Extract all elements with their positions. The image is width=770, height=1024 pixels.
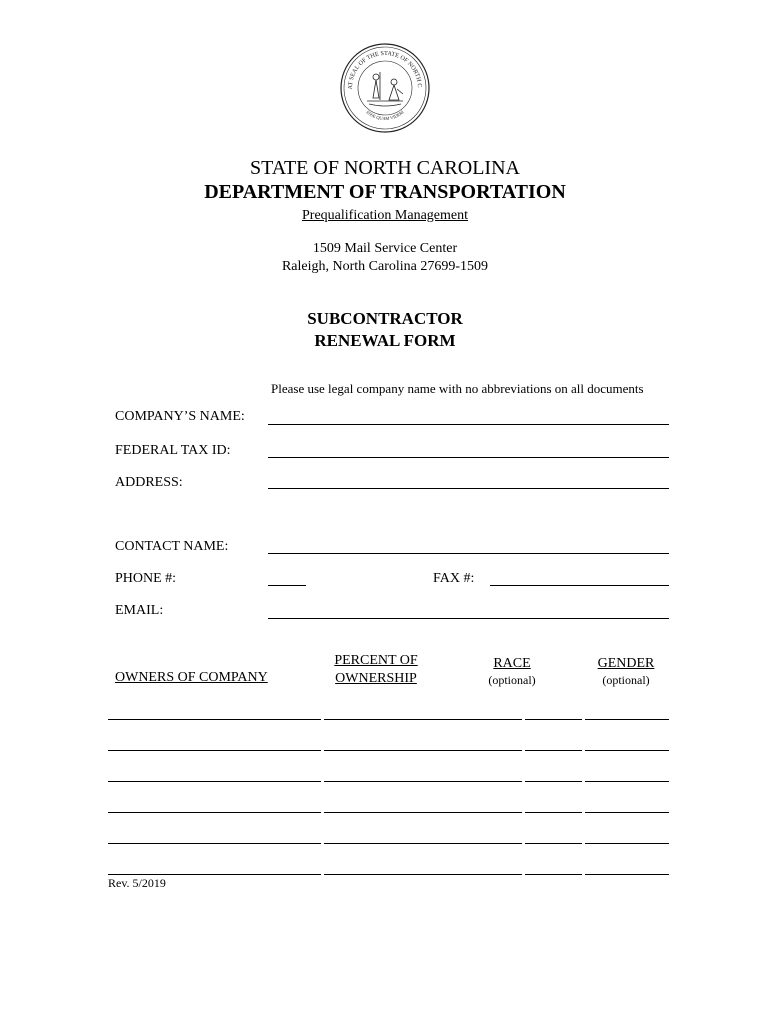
federal-tax-id-field[interactable] <box>268 457 669 458</box>
contact-name-label: CONTACT NAME: <box>115 539 229 554</box>
race-cell[interactable] <box>525 843 582 844</box>
seal-graphic <box>339 42 431 134</box>
email-label: EMAIL: <box>115 603 164 618</box>
company-name-field[interactable] <box>268 424 669 425</box>
gender-cell[interactable] <box>585 843 669 844</box>
svg-text:THE GREAT SEAL OF THE STATE OF <box>339 42 423 89</box>
address-line-1: 1509 Mail Service Center <box>312 241 458 256</box>
federal-tax-id-label: FEDERAL TAX ID: <box>115 443 231 458</box>
owner-name-cell[interactable] <box>108 874 321 875</box>
percent-cell[interactable] <box>324 781 522 782</box>
owner-name-cell[interactable] <box>108 812 321 813</box>
fax-field[interactable] <box>490 585 669 586</box>
form-title-line-1: SUBCONTRACTOR <box>307 309 463 328</box>
gender-optional-note: (optional) <box>602 673 650 687</box>
owner-name-cell[interactable] <box>108 843 321 844</box>
state-title: STATE OF NORTH CAROLINA <box>250 157 520 179</box>
gender-cell[interactable] <box>585 750 669 751</box>
contact-name-field[interactable] <box>268 553 669 554</box>
seal-top-text: AT SEAL OF THE STATE OF NORTH C <box>346 49 424 90</box>
race-cell[interactable] <box>525 750 582 751</box>
gender-cell[interactable] <box>585 812 669 813</box>
race-optional-note: (optional) <box>488 673 536 687</box>
race-column-header: RACE <box>493 656 531 671</box>
race-cell[interactable] <box>525 781 582 782</box>
address-line-2: Raleigh, North Carolina 27699-1509 <box>281 259 489 274</box>
revision-note: Rev. 5/2019 <box>108 876 166 890</box>
company-name-label: COMPANY’S NAME: <box>115 409 245 424</box>
address-field[interactable] <box>268 488 669 489</box>
race-cell[interactable] <box>525 874 582 875</box>
fax-label: FAX #: <box>433 571 475 586</box>
race-cell[interactable] <box>525 719 582 720</box>
gender-cell[interactable] <box>585 719 669 720</box>
instruction-text: Please use legal company name with no abbreviations on all documents <box>271 381 644 396</box>
race-cell[interactable] <box>525 812 582 813</box>
phone-label: PHONE #: <box>115 571 177 586</box>
owners-column-header: OWNERS OF COMPANY <box>115 670 268 685</box>
form-title-line-2: RENEWAL FORM <box>314 331 456 350</box>
owner-name-cell[interactable] <box>108 781 321 782</box>
percent-cell[interactable] <box>324 843 522 844</box>
gender-column-header: GENDER <box>597 656 655 671</box>
department-title: DEPARTMENT OF TRANSPORTATION <box>204 181 566 203</box>
percent-column-header-line-2: OWNERSHIP <box>335 671 417 686</box>
percent-column-header-line-1: PERCENT OF <box>334 653 418 668</box>
gender-cell[interactable] <box>585 874 669 875</box>
gender-cell[interactable] <box>585 781 669 782</box>
owner-name-cell[interactable] <box>108 750 321 751</box>
percent-cell[interactable] <box>324 750 522 751</box>
state-seal <box>339 42 431 134</box>
address-label: ADDRESS: <box>115 475 183 490</box>
phone-field[interactable] <box>268 585 306 586</box>
percent-cell[interactable] <box>324 812 522 813</box>
seal-motto-text: ESSE QUAM VIDERI <box>365 109 405 122</box>
email-field[interactable] <box>268 618 669 619</box>
owner-name-cell[interactable] <box>108 719 321 720</box>
division-name: Prequalification Management <box>302 208 468 223</box>
percent-cell[interactable] <box>324 874 522 875</box>
percent-cell[interactable] <box>324 719 522 720</box>
